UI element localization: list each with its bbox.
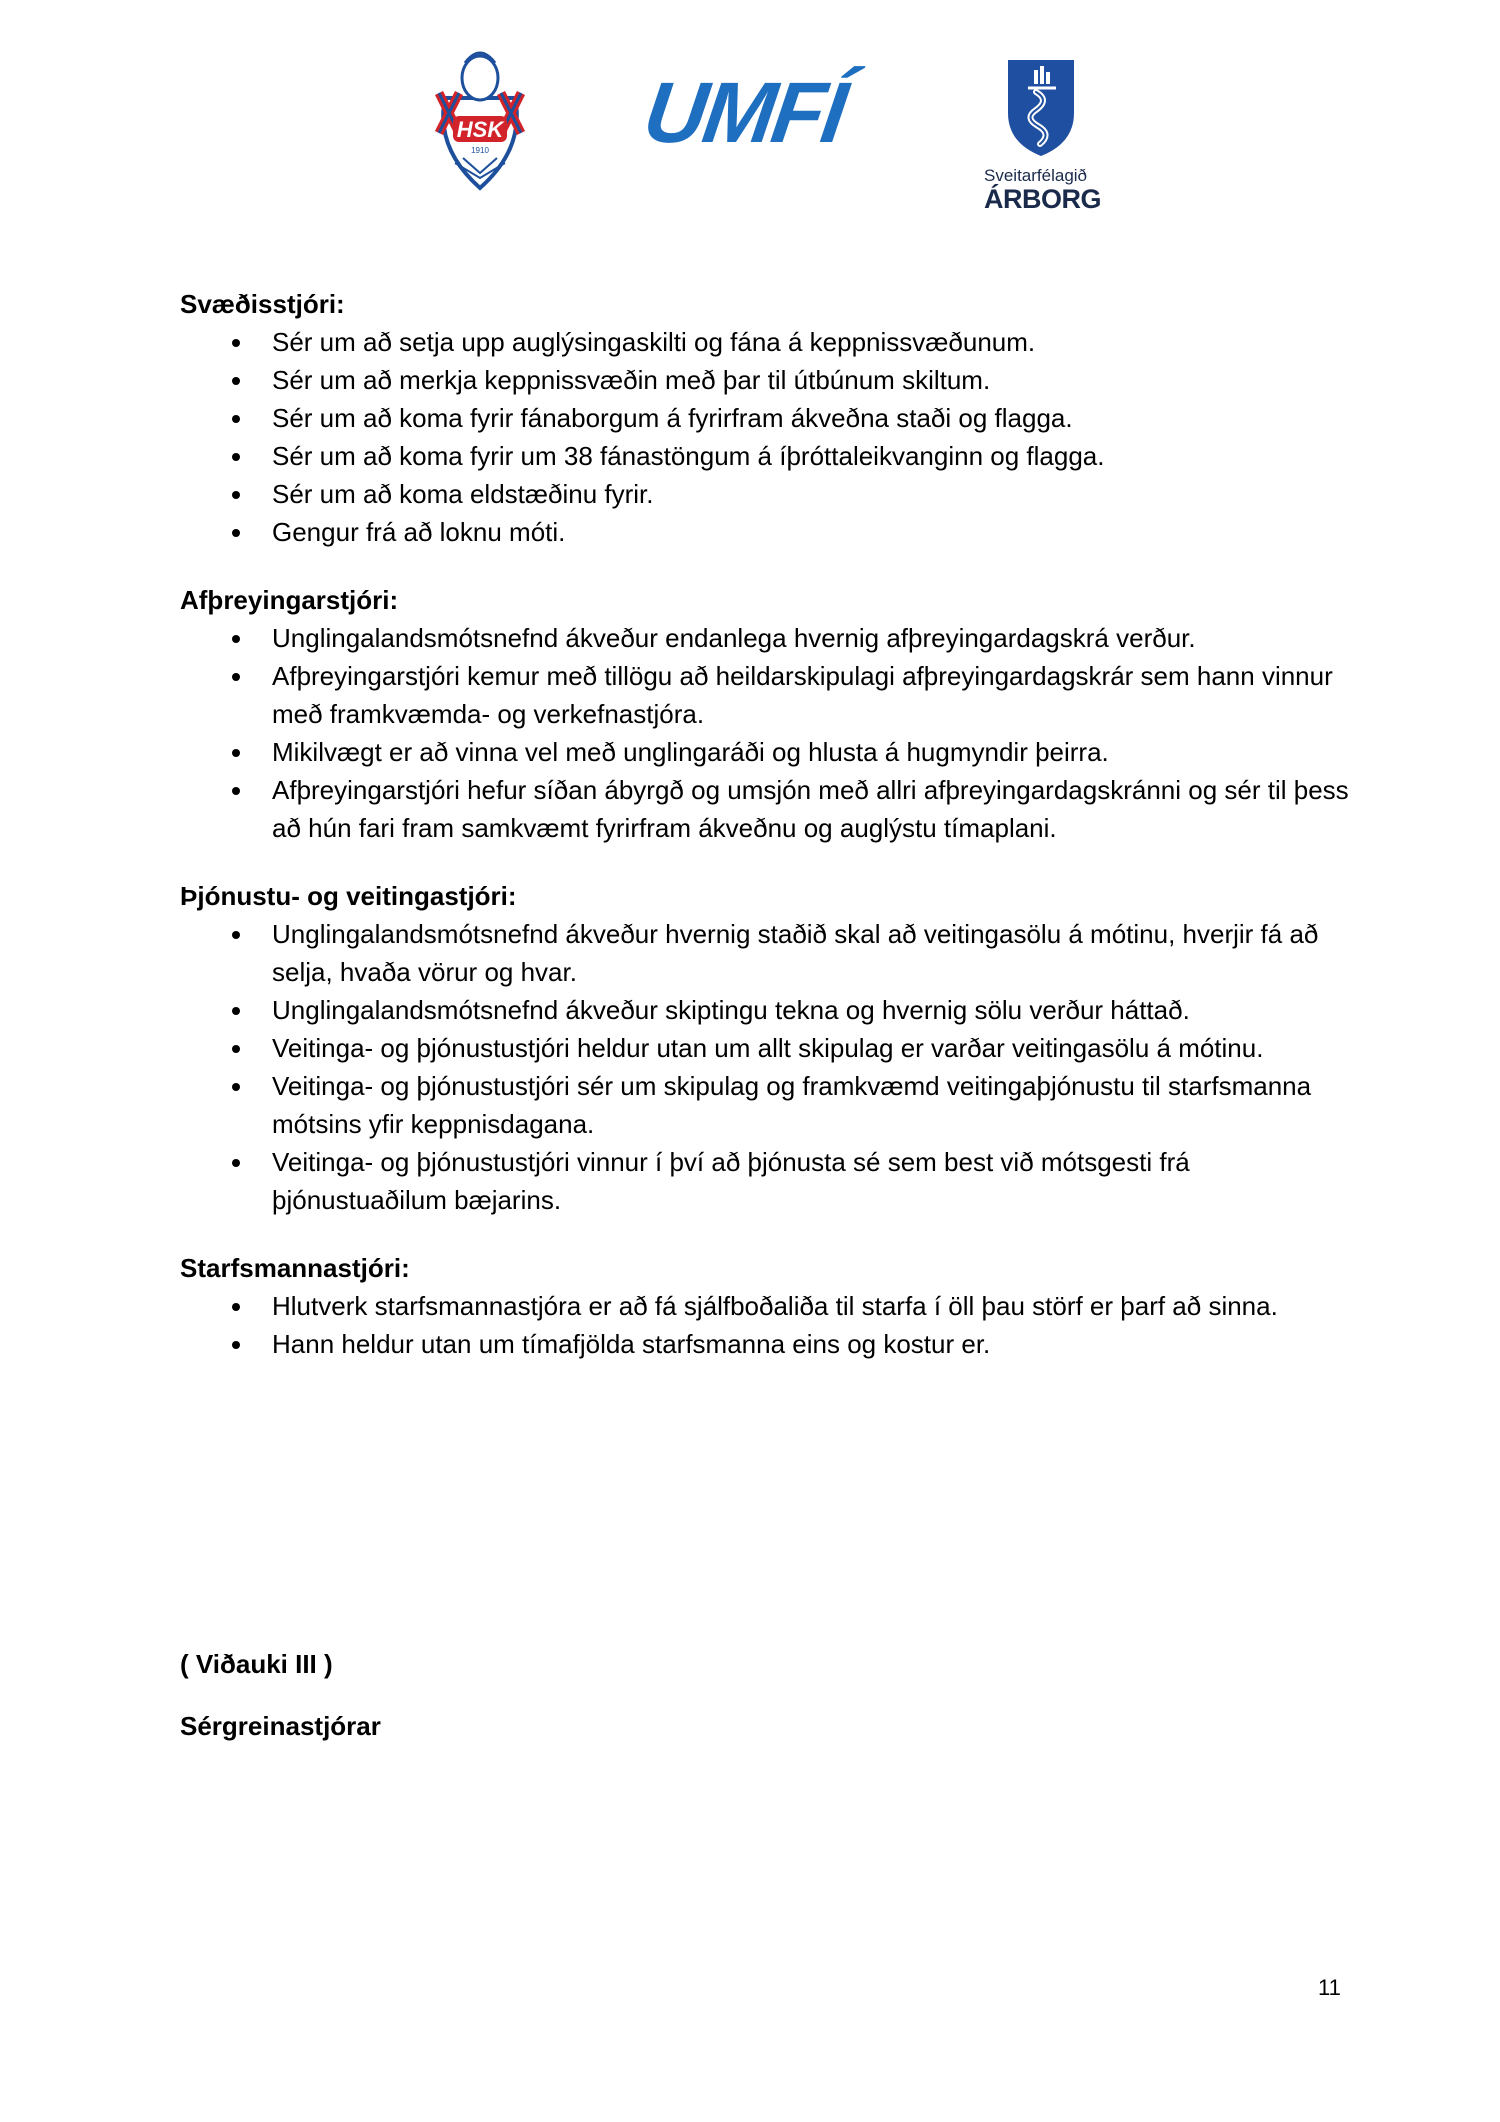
- list-item: Veitinga- og þjónustustjóri sér um skipulag og framkvæmd veitingaþjónustu til starfsmanna mótsins yfir keppnisdagana.: [180, 1067, 1360, 1143]
- bullet-list: [180, 1287, 1360, 1363]
- hsk-crest-icon: [425, 38, 535, 198]
- list-item: Sér um að setja upp auglýsingaskilti og fána á keppnissvæðunum.: [180, 323, 1360, 361]
- hsk-logo: [425, 38, 535, 198]
- arborg-shield-icon: [1006, 58, 1076, 158]
- bullet-list: [180, 915, 1360, 1219]
- list-item: Hann heldur utan um tímafjölda starfsmanna eins og kostur er.: [180, 1325, 1360, 1363]
- bullet-list: [180, 323, 1360, 551]
- list-item: Gengur frá að loknu móti.: [180, 513, 1360, 551]
- section-starfsmannastjori: [180, 1249, 1360, 1363]
- list-item: Mikilvægt er að vinna vel með unglingaráði og hlusta á hugmyndir þeirra.: [180, 733, 1360, 771]
- hsk-logo-text: HSK: [456, 117, 504, 142]
- arborg-logo: [980, 58, 1100, 228]
- list-item: Sér um að merkja keppnissvæðin með þar til útbúnum skiltum.: [180, 361, 1360, 399]
- page-number: 11: [1318, 1975, 1341, 2000]
- arborg-logo-line1: Sveitarfélagið: [984, 166, 1088, 185]
- appendix-label: ( Viðauki III ): [180, 1649, 333, 1679]
- section-heading: Þjónustu- og veitingastjóri:: [180, 881, 517, 911]
- list-item: Unglingalandsmótsnefnd ákveður hvernig staðið skal að veitingasölu á mótinu, hverjir fá að selja, hvaða vörur og hvar.: [180, 915, 1360, 991]
- section-heading: Svæðisstjóri:: [180, 289, 345, 319]
- list-item: Unglingalandsmótsnefnd ákveður endanlega hvernig afþreyingardagskrá verður.: [180, 619, 1360, 657]
- section-svaedisstjori: [180, 285, 1360, 551]
- section-thjonustu-og-veitingastjori: [180, 877, 1360, 1219]
- list-item: Unglingalandsmótsnefnd ákveður skiptingu tekna og hvernig sölu verður háttað.: [180, 991, 1360, 1029]
- document-body: [180, 285, 1360, 1393]
- section-heading: Afþreyingarstjóri:: [180, 585, 399, 615]
- list-item: Veitinga- og þjónustustjóri heldur utan um allt skipulag er varðar veitingasölu á mótinu.: [180, 1029, 1360, 1067]
- list-item: Sér um að koma eldstæðinu fyrir.: [180, 475, 1360, 513]
- list-item: Veitinga- og þjónustustjóri vinnur í því að þjónusta sé sem best við mótsgesti frá þjónustuaðilum bæjarins.: [180, 1143, 1360, 1219]
- bullet-list: [180, 619, 1360, 847]
- umfi-logo-text: UMFÍ: [638, 65, 850, 161]
- appendix-subtitle: Sérgreinastjórar: [180, 1711, 381, 1741]
- section-afthreyingarstjori: [180, 581, 1360, 847]
- list-item: Sér um að koma fyrir fánaborgum á fyrirfram ákveðna staði og flagga.: [180, 399, 1360, 437]
- umfi-logo: [638, 65, 850, 161]
- section-heading: Starfsmannastjóri:: [180, 1253, 410, 1283]
- list-item: Afþreyingarstjóri kemur með tillögu að heildarskipulagi afþreyingardagskrár sem hann vinnur með framkvæmda- og verkefnastjóra.: [180, 657, 1360, 733]
- arborg-logo-line2: ÁRBORG: [984, 184, 1101, 214]
- hsk-logo-year: 1910: [471, 146, 489, 155]
- header-logos: [0, 38, 1500, 214]
- list-item: Hlutverk starfsmannastjóra er að fá sjálfboðaliða til starfa í öll þau störf er þarf að sinna.: [180, 1287, 1360, 1325]
- list-item: Sér um að koma fyrir um 38 fánastöngum á íþróttaleikvanginn og flagga.: [180, 437, 1360, 475]
- list-item: Afþreyingarstjóri hefur síðan ábyrgð og umsjón með allri afþreyingardagskránni og sér til þess að hún fari fram samkvæmt fyrirfram ákveðnu og auglýstu tímaplani.: [180, 771, 1360, 847]
